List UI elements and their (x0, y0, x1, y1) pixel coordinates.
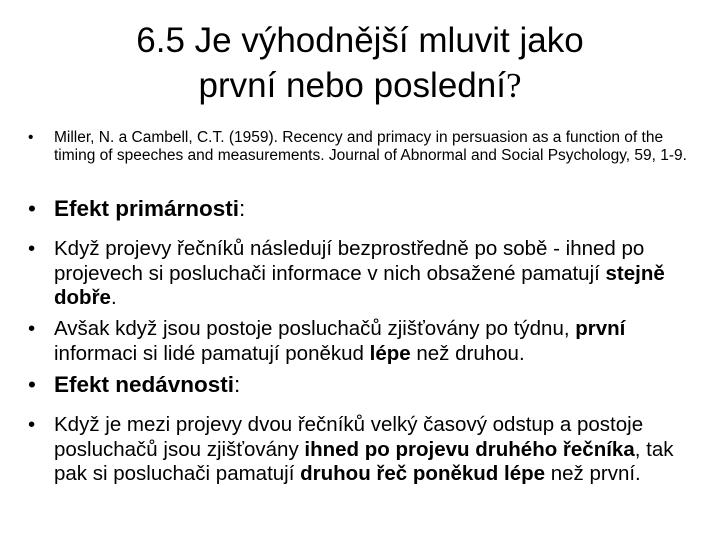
text-run: Když je mezi projevy dvou řečníků velký časový odstup a postoje posluchačů jsou zjišťovány (54, 413, 644, 461)
bullet-dot: • (28, 413, 36, 436)
text-run: informaci si lidé pamatují poněkud (54, 341, 370, 365)
primacy-heading (28, 196, 700, 222)
primacy-heading-label: Efekt primárnosti (54, 196, 240, 221)
recency-heading-bullet (28, 372, 700, 398)
primacy-heading-colon: : (239, 196, 246, 221)
text-run: než druhou. (410, 341, 525, 365)
bullet-dot: • (28, 129, 34, 146)
bullet-dot: • (28, 237, 36, 260)
text-run: Když projevy řečníků následují bezprostředně po sobě - ihned po projevech si posluchači informace v nich obsažené pamatují (54, 237, 645, 285)
recency-point-1 (28, 413, 700, 487)
primacy-heading-bullet (28, 196, 700, 222)
bullet-dot: • (28, 196, 36, 221)
slide-title (0, 18, 720, 108)
bold-run: ihned po projevu druhého řečníka (304, 437, 635, 461)
primacy-point-1-text (28, 237, 700, 311)
bullet-dot: • (28, 372, 36, 397)
text-run: Avšak když jsou postoje posluchačů zjišťovány po týdnu, (54, 317, 576, 340)
title-line-2-text: první nebo poslední (198, 66, 506, 105)
bold-run: druhou řeč poněkud lépe (300, 462, 546, 485)
primacy-point-2 (28, 317, 700, 366)
recency-heading-label: Efekt nedávnosti (54, 372, 235, 397)
text-run: , tak pak si posluchači pamatují (54, 437, 674, 485)
reference-bullet (28, 129, 700, 165)
recency-point-1-text (28, 413, 700, 487)
text-run: . (110, 286, 117, 309)
bold-run: první (575, 317, 626, 340)
recency-heading-colon: : (234, 372, 241, 397)
recency-heading (28, 372, 700, 398)
primacy-point-2-text (28, 317, 700, 366)
title-line-2 (0, 63, 720, 108)
text-run: než první. (545, 462, 641, 485)
title-line-1: 6.5 Je výhodnější mluvit jako (136, 21, 584, 60)
title-question-mark: ? (505, 66, 522, 105)
reference-citation: Miller, N. a Cambell, C.T. (1959). Recency and primacy in persuasion as a function of the timing of speeches and measurements. Journal of Abnormal and Social Psychology, 59, 1-9. (54, 129, 687, 164)
primacy-point-1 (28, 237, 700, 311)
bold-run: stejně dobře (54, 261, 665, 309)
bullet-dot: • (28, 317, 36, 340)
bold-run: lépe (369, 341, 411, 365)
